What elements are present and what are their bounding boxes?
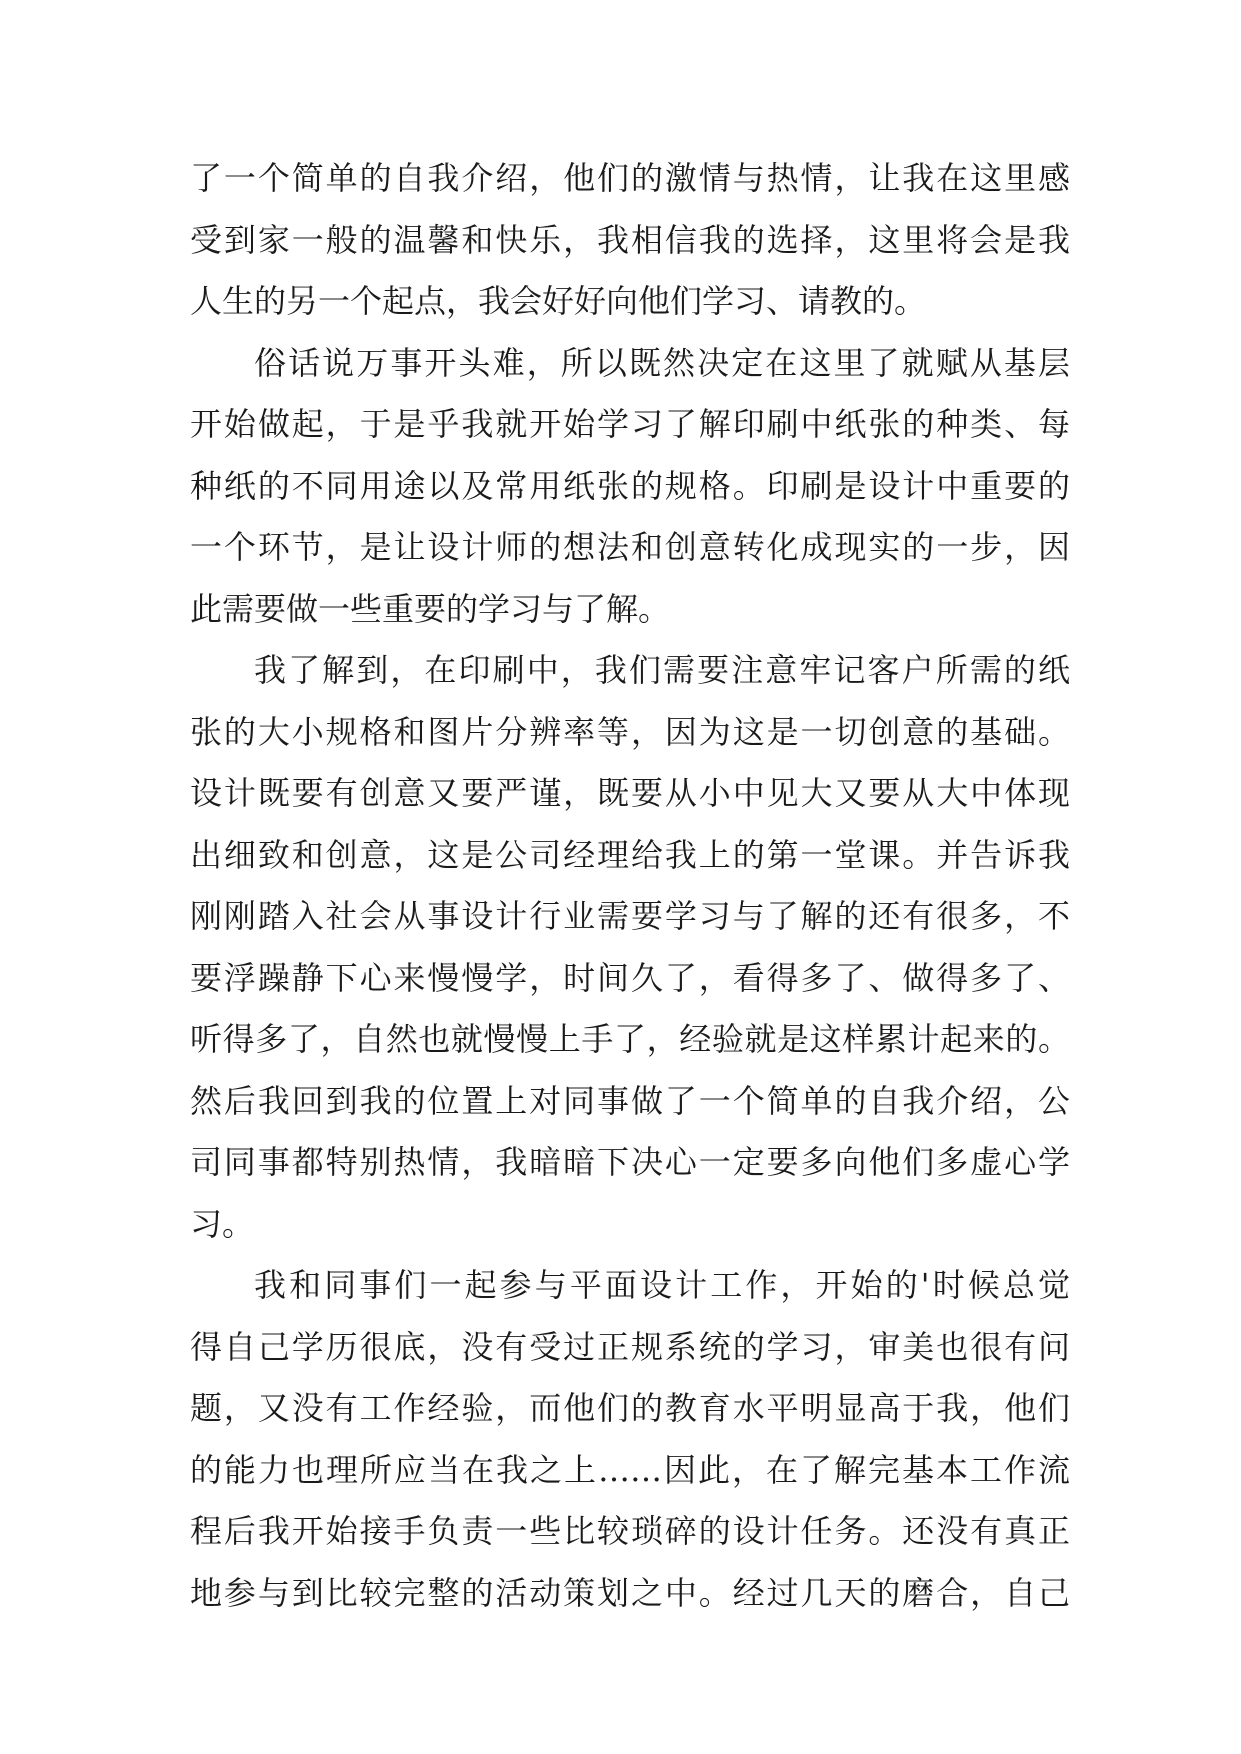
text-line: 程后我开始接手负责一些比较琐碎的设计任务。还没有真正 [190, 1512, 1070, 1550]
text-line: 了一个简单的自我介绍，他们的激情与热情，让我在这里感 [190, 159, 1070, 197]
text-line: 地参与到比较完整的活动策划之中。经过几天的磨合，自己 [190, 1573, 1070, 1612]
text-line: 俗话说万事开头难，所以既然决定在这里了就赋从基层 [254, 343, 1070, 382]
text-line: 的能力也理所应当在我之上……因此，在了解完基本工作流 [190, 1450, 1070, 1489]
text-line: 张的大小规格和图片分辨率等，因为这是一切创意的基础。 [190, 712, 1070, 751]
text-line: 种纸的不同用途以及常用纸张的规格。印刷是设计中重要的 [190, 466, 1070, 505]
text-line: 我和同事们一起参与平面设计工作，开始的'时候总觉 [254, 1266, 1070, 1304]
text-line: 得自己学历很底，没有受过正规系统的学习，审美也很有问 [190, 1327, 1070, 1366]
text-line: 我了解到，在印刷中，我们需要注意牢记客户所需的纸 [254, 651, 1070, 689]
text-line: 一个环节，是让设计师的想法和创意转化成现实的一步，因 [190, 528, 1070, 566]
text-line: 然后我回到我的位置上对同事做了一个简单的自我介绍，公 [190, 1081, 1070, 1120]
body-text [190, 148, 1070, 1624]
text-line: 刚刚踏入社会从事设计行业需要学习与了解的还有很多，不 [190, 897, 1070, 935]
text-line: 听得多了，自然也就慢慢上手了，经验就是这样累计起来的。 [190, 1020, 1070, 1058]
text-line: 此需要做一些重要的学习与了解。 [190, 589, 671, 628]
text-line: 习。 [190, 1204, 255, 1243]
text-line: 设计既要有创意又要严谨，既要从小中见大又要从大中体现 [190, 774, 1070, 812]
text-line: 人生的另一个起点，我会好好向他们学习、请教的。 [190, 282, 927, 320]
text-line: 司同事都特别热情，我暗暗下决心一定要多向他们多虚心学 [190, 1143, 1070, 1181]
text-line: 出细致和创意，这是公司经理给我上的第一堂课。并告诉我 [190, 835, 1070, 874]
text-line: 题，又没有工作经验，而他们的教育水平明显高于我，他们 [190, 1389, 1070, 1427]
text-line: 开始做起，于是乎我就开始学习了解印刷中纸张的种类、每 [190, 405, 1070, 443]
text-line: 受到家一般的温馨和快乐，我相信我的选择，这里将会是我 [190, 220, 1070, 259]
text-line: 要浮躁静下心来慢慢学，时间久了，看得多了、做得多了、 [190, 958, 1070, 997]
